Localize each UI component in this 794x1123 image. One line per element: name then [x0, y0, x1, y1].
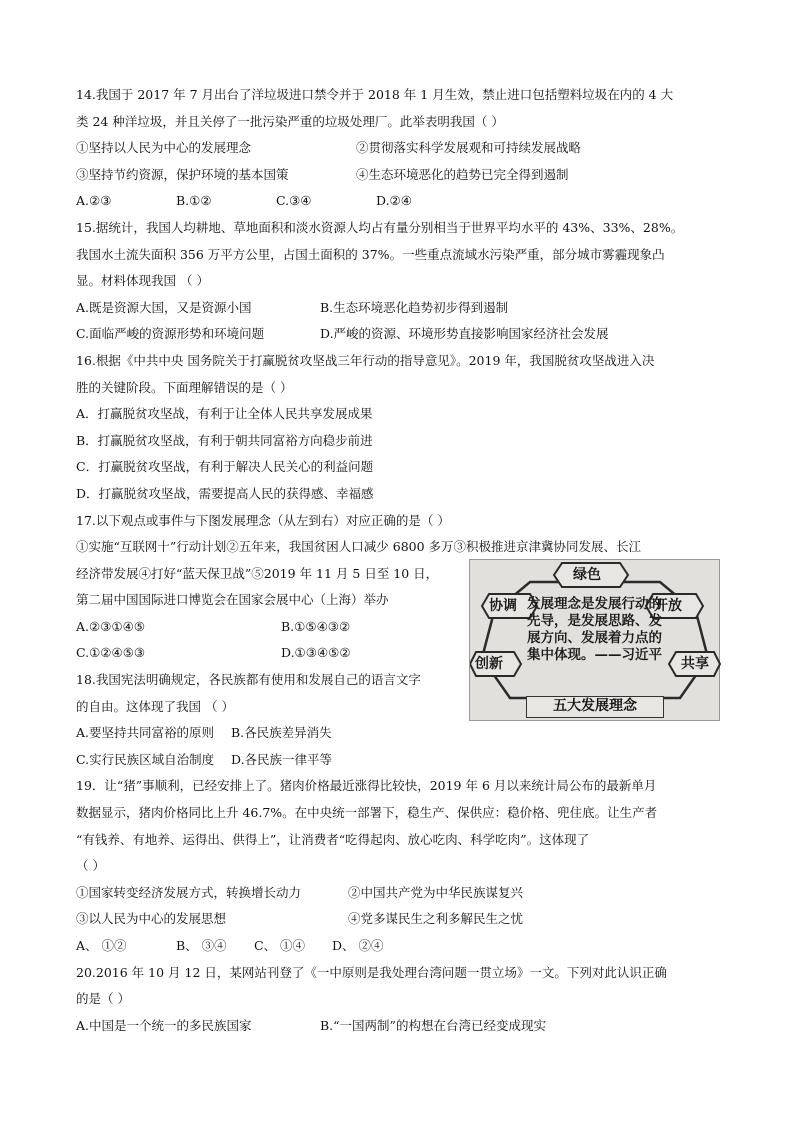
q16-option-b[interactable]: B．打赢脱贫攻坚战，有利于朝共同富裕方向稳步前进: [76, 432, 373, 448]
q17-option-d[interactable]: D.①③④⑤②: [281, 645, 351, 661]
q19-choice-c[interactable]: C、 ①④: [254, 938, 306, 953]
q14-option-3: ③坚持节约资源，保护环境的基本国策: [76, 166, 289, 182]
q14-stem-line2: 类 24 种洋垃圾，并且关停了一批污染严重的垃圾处理厂。此举表明我国（ ）: [76, 113, 504, 129]
q19-option-3: ③以人民为中心的发展思想: [76, 911, 227, 927]
concept-coordinate: 协调: [489, 598, 517, 614]
concept-share: 共享: [681, 656, 709, 672]
q16-stem-line1: 16.根据《中共中央 国务院关于打赢脱贫攻坚战三年行动的指导意见》。2019 年，我国脱贫攻坚战进入决: [76, 352, 655, 368]
q18-options-row1: [76, 720, 726, 747]
q17-option-c[interactable]: C.①②④⑤③: [76, 645, 146, 661]
q18-option-a[interactable]: A.要坚持共同富裕的原则: [76, 725, 215, 741]
q15-stem-line1: 15.据统计，我国人均耕地、草地面积和淡水资源人均占有量分别相当于世界平均水平的 43%、33%、28%。: [76, 219, 684, 235]
q17-stem: 17.以下观点或事件与下图发展理念（从左到右）对应正确的是（ ）: [76, 512, 450, 528]
q18-stem-line1: 18.我国宪法明确规定，各民族都有使用和发展自己的语言文字: [76, 672, 421, 688]
q17-options-row2: [76, 640, 466, 667]
q19-option-4: ④党多谋民生之利多解民生之忧: [348, 911, 524, 927]
q18-stem-line2: 的自由。这体现了我国 （ ）: [76, 698, 234, 714]
q18-options-row2: [76, 747, 726, 774]
q14-options-row2: [76, 162, 726, 189]
q19-choice-a[interactable]: A、 ①②: [76, 938, 127, 953]
q19-option-2: ②中国共产党为中华民族谋复兴: [348, 884, 524, 900]
q17-stem-line2: ①实施“互联网十”行动计划②五年来，我国贫困人口减少 6800 多万③积极推进京津冀协同发展、长江: [76, 539, 642, 555]
q19-option-1: ①国家转变经济发展方式，转换增长动力: [76, 884, 302, 900]
q20-option-a[interactable]: A.中国是一个统一的多民族国家: [76, 1017, 252, 1033]
q14-stem-line1: 14.我国于 2017 年 7 月出台了洋垃圾进口禁令并于 2018 年 1 月生效，禁止进口包括塑料垃圾在内的 4 大: [76, 87, 674, 102]
q16-option-a[interactable]: A．打赢脱贫攻坚战，有利于让全体人民共享发展成果: [76, 406, 373, 422]
q18-option-c[interactable]: C.实行民族区域自治制度: [76, 751, 215, 767]
figure-quote: 发展理念是发展行动的先导，是发展思路、发展方向、发展着力点的集中体现。——习近平: [527, 596, 662, 663]
q18-option-d[interactable]: D.各民族一律平等: [231, 751, 333, 767]
five-concepts-figure: [469, 559, 720, 721]
q15-option-b[interactable]: B.生态环境恶化趋势初步得到遏制: [320, 299, 509, 315]
q14-choice-b[interactable]: B.①②: [176, 193, 212, 209]
q18-option-b[interactable]: B.各民族差异消失: [231, 725, 332, 741]
q17-option-a[interactable]: A.②③①④⑤: [76, 618, 146, 634]
q19-stem-line4: （ ）: [76, 858, 105, 874]
q15-stem-line3: 显。材料体现我国 （ ）: [76, 273, 209, 289]
q14-option-1: ①坚持以人民为中心的发展理念: [76, 140, 252, 156]
q17-stem-line4: 第二届中国国际进口博览会在国家会展中心（上海）举办: [76, 592, 389, 608]
q20-options-row1: [76, 1013, 726, 1040]
q16-option-c[interactable]: C．打赢脱贫攻坚战，有利于解决人民关心的利益问题: [76, 459, 374, 475]
q16-stem-line2: 胜的关键阶段。下面理解错误的是（ ）: [76, 379, 293, 395]
q15-option-d[interactable]: D.严峻的资源、环境形势直接影响国家经济社会发展: [320, 326, 609, 342]
q19-options-row2: [76, 906, 726, 933]
q19-stem-line3: “有钱养、有地养、运得出、供得上”，让消费者“吃得起肉、放心吃肉、科学吃肉”。这体现了: [76, 831, 590, 847]
q15-stem-line2: 我国水土流失面积 356 万平方公里，占国土面积的 37%。一些重点流域水污染严重，部分城市雾霾现象凸: [76, 246, 665, 262]
q16-option-d[interactable]: D．打赢脱贫攻坚战，需要提高人民的获得感、幸福感: [76, 485, 374, 501]
q19-stem-line1: 19．让“猪”事顺利，已经安排上了。猪肉价格最近涨得比较快，2019 年 6 月以来统计局公布的最新单月: [76, 778, 657, 794]
q17-option-b[interactable]: B.①⑤④③②: [281, 618, 351, 634]
q14-options-row1: [76, 135, 726, 162]
q19-options-row1: [76, 880, 726, 907]
q15-options-row1: [76, 295, 726, 322]
q15-option-a[interactable]: A.既是资源大国，又是资源小国: [76, 299, 252, 315]
q15-options-row2: [76, 321, 726, 348]
q20-stem-line1: 20.2016 年 10 月 12 日，某网站刊登了《一中原则是我处理台湾问题一贯立场》一文。下列对此认识正确: [76, 964, 667, 980]
q20-stem-line2: 的是（ ）: [76, 991, 130, 1007]
figure-caption: 五大发展理念: [526, 696, 664, 718]
q14-choices: [76, 188, 726, 215]
q20-option-b[interactable]: B.“一国两制”的构想在台湾已经变成现实: [320, 1017, 546, 1033]
concept-innovate: 创新: [475, 656, 503, 672]
q14-choice-d[interactable]: D.②④: [376, 193, 412, 209]
q19-choice-b[interactable]: B、 ③④: [176, 938, 227, 953]
q15-option-c[interactable]: C.面临严峻的资源形势和环境问题: [76, 326, 265, 342]
q17-options-row1: [76, 614, 466, 641]
q19-stem-line2: 数据显示，猪肉价格同比上升 46.7%。在中央统一部署下，稳生产、保供应：稳价格、兜住底。让生产者: [76, 805, 658, 821]
q14-option-2: ②贯彻落实科学发展观和可持续发展战略: [356, 140, 582, 156]
concept-green: 绿色: [573, 567, 601, 583]
q14-choice-c[interactable]: C.③④: [276, 193, 312, 209]
concept-open: 开放: [654, 598, 682, 614]
q19-choice-d[interactable]: D、 ②④: [332, 938, 384, 953]
q14-choice-a[interactable]: A.②③: [76, 193, 112, 209]
q14-option-4: ④生态环境恶化的趋势已完全得到遏制: [356, 166, 569, 182]
q19-choices: [76, 933, 726, 960]
q17-stem-line3: 经济带发展④打好“蓝天保卫战”⑤2019 年 11 月 5 日至 10 日，: [76, 565, 439, 581]
